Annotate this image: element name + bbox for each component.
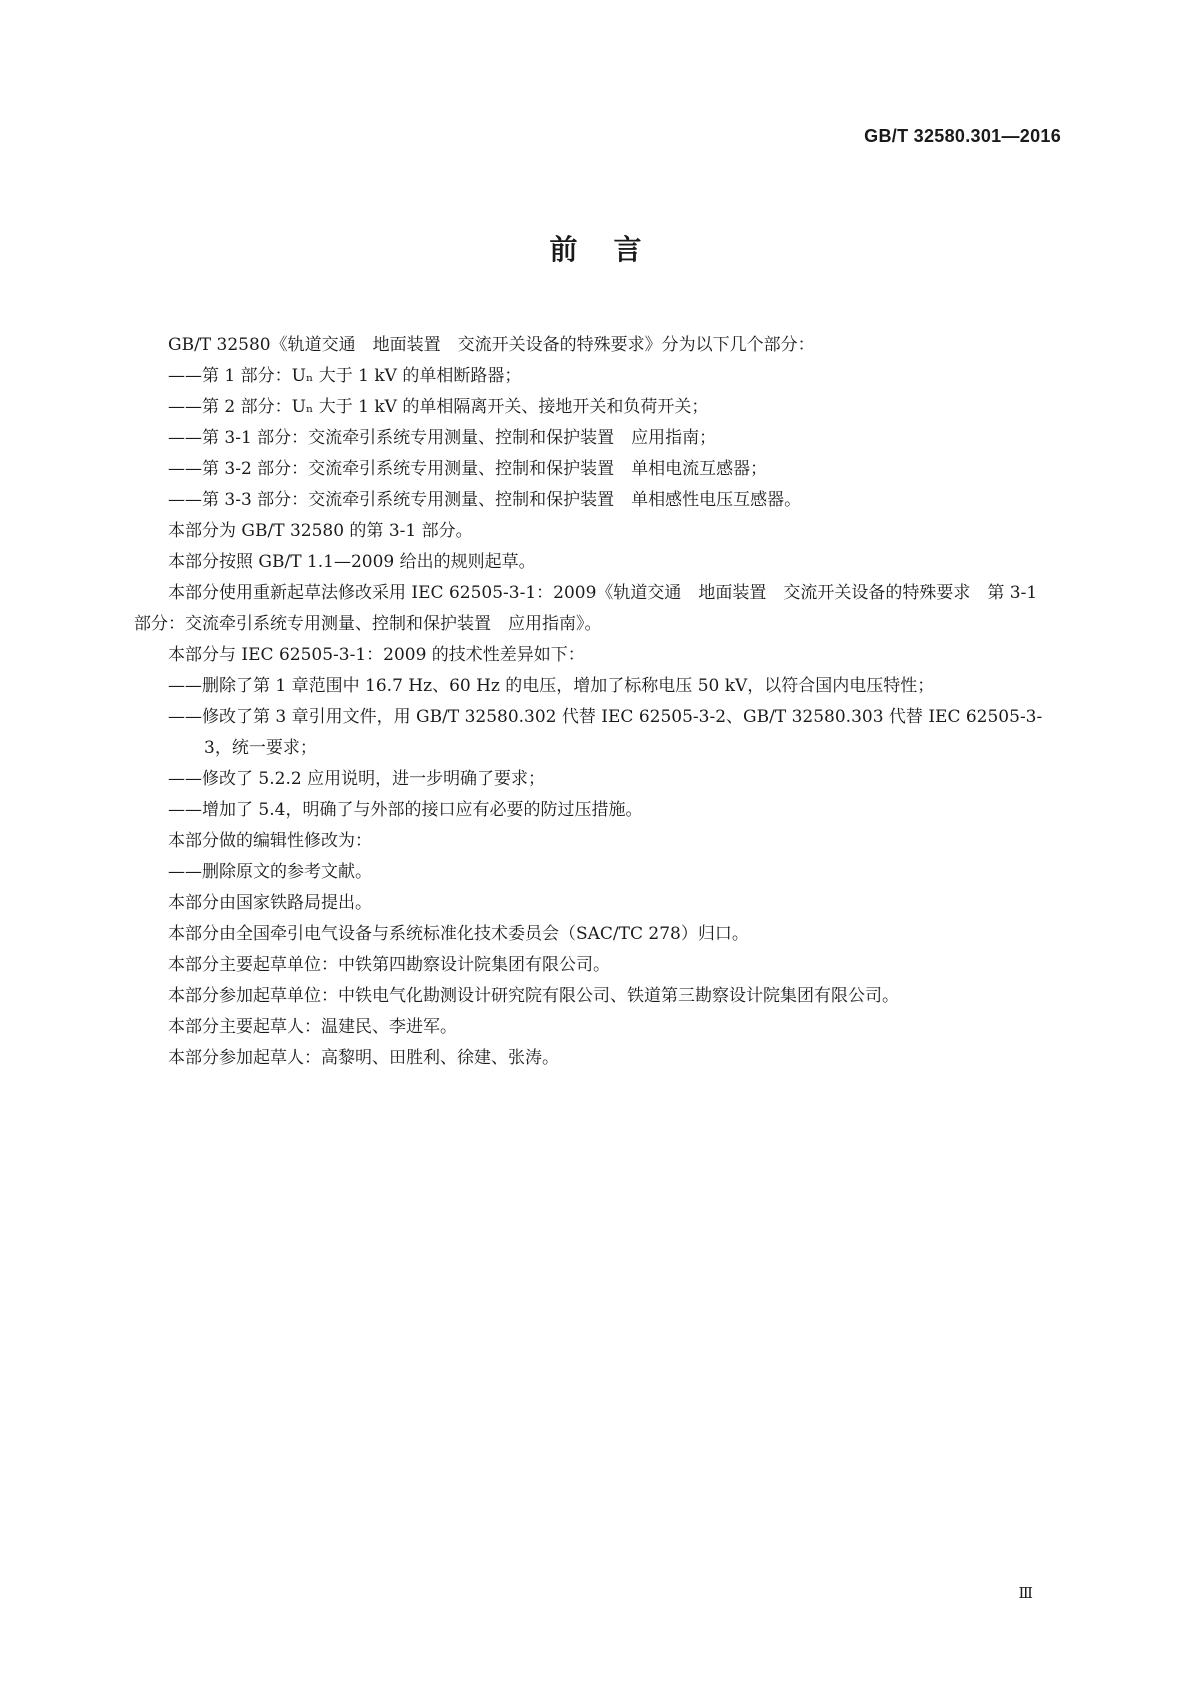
difference-list-item: ——增加了 5.4，明确了与外部的接口应有必要的防过压措施。 — [168, 800, 643, 820]
part-3-2-list-item: ——第 3-2 部分：交流牵引系统专用测量、控制和保护装置 单相电流互感器； — [168, 459, 768, 479]
proposer-paragraph: 本部分由国家铁路局提出。 — [168, 893, 372, 913]
part-statement-paragraph: 本部分为 GB/T 32580 的第 3-1 部分。 — [168, 521, 473, 541]
difference-list-item: ——修改了第 3 章引用文件，用 GB/T 32580.302 代替 IEC 62505-3-2、GB/T 32580.303 代替 IEC 62505-3-3，统一要求； — [168, 707, 1043, 758]
editorial-changes-intro: 本部分做的编辑性修改为： — [168, 831, 372, 851]
part-1-list-item: ——第 1 部分：Uₙ 大于 1 kV 的单相断路器； — [168, 366, 522, 386]
technical-differences-intro: 本部分与 IEC 62505-3-1：2009 的技术性差异如下： — [168, 645, 585, 665]
difference-list-item: ——删除了第 1 章范围中 16.7 Hz、60 Hz 的电压，增加了标称电压 50 kV，以符合国内电压特性； — [168, 676, 935, 696]
foreword-body — [134, 330, 1059, 1074]
page-title: 前言 — [549, 233, 678, 266]
difference-list-item: ——修改了 5.2.2 应用说明，进一步明确了要求； — [168, 769, 546, 789]
participating-units-paragraph: 本部分参加起草单位：中铁电气化勘测设计研究院有限公司、铁道第三勘察设计院集团有限公司。 — [168, 986, 899, 1006]
part-3-3-list-item: ——第 3-3 部分：交流牵引系统专用测量、控制和保护装置 单相感性电压互感器。 — [168, 490, 802, 510]
part-3-1-list-item: ——第 3-1 部分：交流牵引系统专用测量、控制和保护装置 应用指南； — [168, 428, 717, 448]
document-code: GB/T 32580.301—2016 — [864, 126, 1061, 146]
part-2-list-item: ——第 2 部分：Uₙ 大于 1 kV 的单相隔离开关、接地开关和负荷开关； — [168, 397, 709, 417]
parts-intro-paragraph: GB/T 32580《轨道交通 地面装置 交流开关设备的特殊要求》分为以下几个部分： — [168, 335, 815, 355]
committee-paragraph: 本部分由全国牵引电气设备与系统标准化技术委员会（SAC/TC 278）归口。 — [168, 924, 749, 944]
page-number: Ⅲ — [1018, 1584, 1033, 1602]
adoption-paragraph: 本部分使用重新起草法修改采用 IEC 62505-3-1：2009《轨道交通 地面装置 交流开关设备的特殊要求 第 3-1 部分：交流牵引系统专用测量、控制和保护装置 应用指南》。 — [134, 583, 1043, 634]
drafting-rules-paragraph: 本部分按照 GB/T 1.1—2009 给出的规则起草。 — [168, 552, 536, 572]
main-drafting-unit-paragraph: 本部分主要起草单位：中铁第四勘察设计院集团有限公司。 — [168, 955, 610, 975]
participating-drafters-paragraph: 本部分参加起草人：高黎明、田胜利、徐建、张涛。 — [168, 1048, 559, 1068]
editorial-change-list-item: ——删除原文的参考文献。 — [168, 862, 372, 882]
main-drafters-paragraph: 本部分主要起草人：温建民、李进军。 — [168, 1017, 457, 1037]
